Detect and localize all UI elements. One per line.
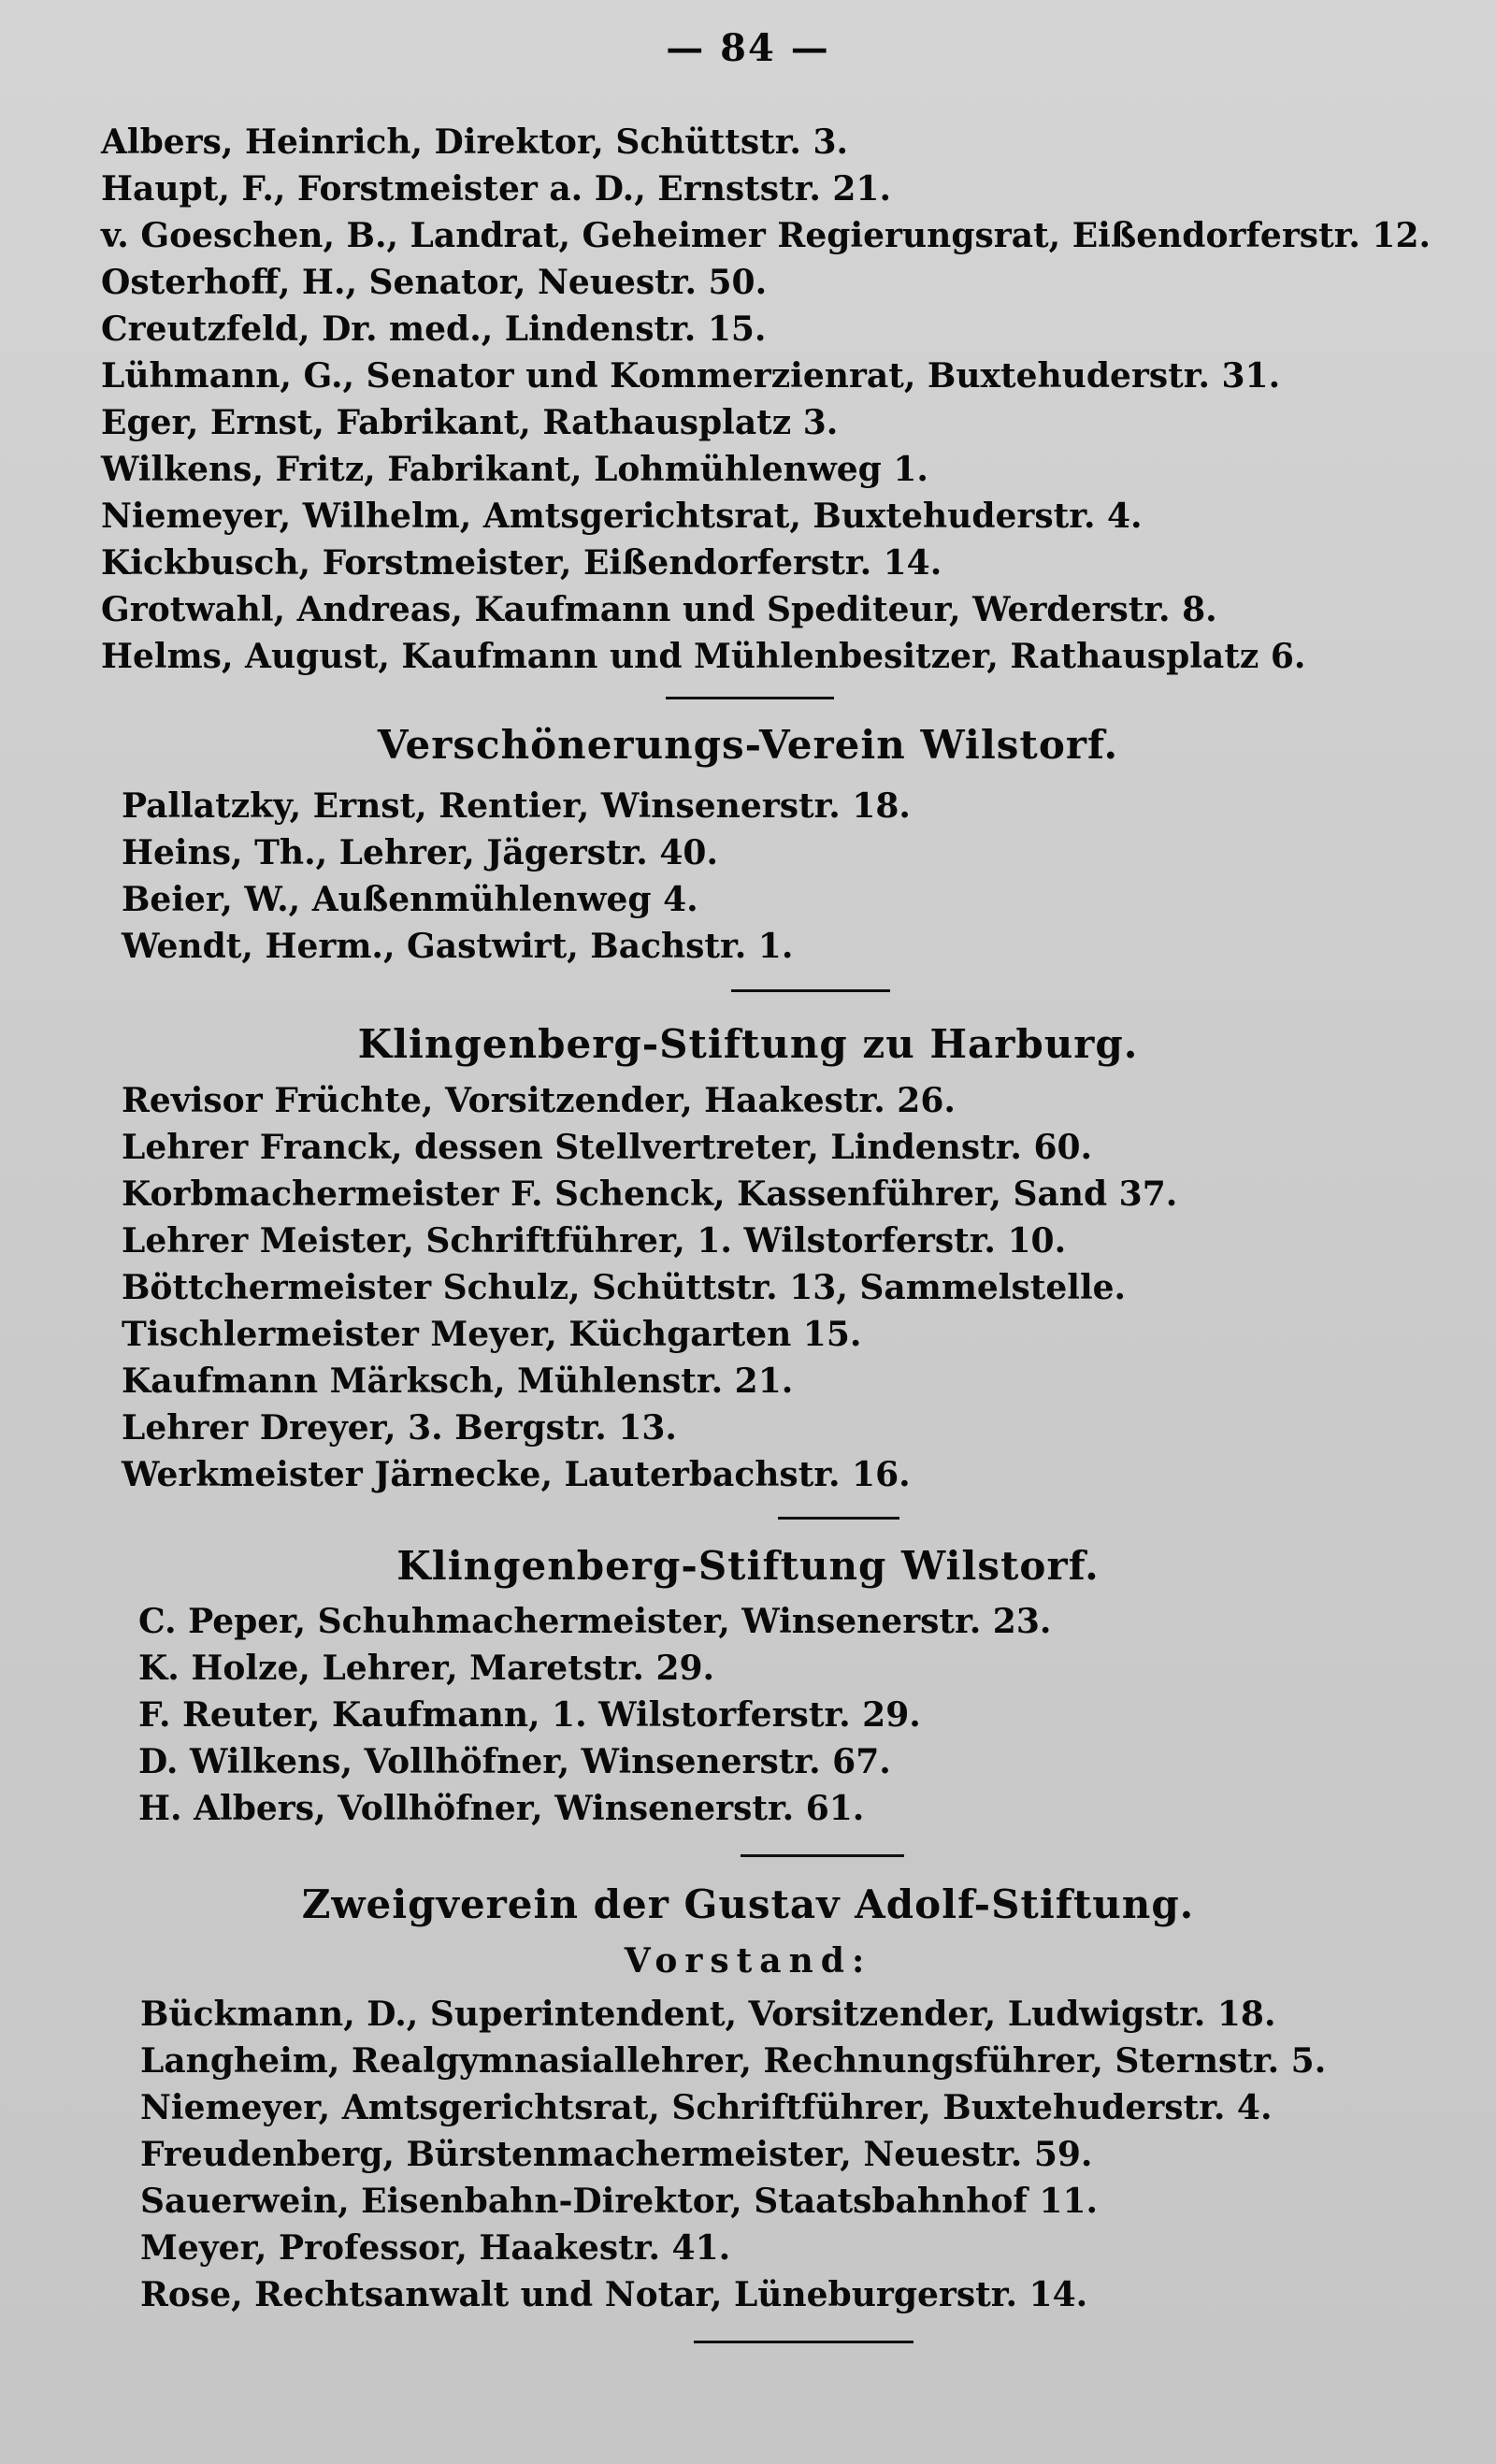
list-item: v. Goeschen, B., Landrat, Geheimer Regierungsrat, Eißendorferstr. 12. [101,216,1431,255]
list-item: D. Wilkens, Vollhöfner, Winsenerstr. 67. [138,1742,891,1781]
list-item: Creutzfeld, Dr. med., Lindenstr. 15. [101,310,767,349]
list-item: Meyer, Professor, Haakestr. 41. [140,2228,731,2268]
section-title: Verschönerungs-Verein Wilstorf. [377,722,1119,768]
list-item: Grotwahl, Andreas, Kaufmann und Spediteur, Werderstr. 8. [101,590,1217,629]
section-subtitle: Vorstand: [624,1941,872,1981]
list-item: Freudenberg, Bürstenmachermeister, Neuestr. 59. [140,2135,1093,2174]
list-item: Tischlermeister Meyer, Küchgarten 15. [122,1315,862,1354]
list-item: Kickbusch, Forstmeister, Eißendorferstr. 14. [101,543,942,583]
list-item: Rose, Rechtsanwalt und Notar, Lüneburgerstr. 14. [140,2275,1088,2314]
section-divider [778,1517,899,1520]
list-item: Niemeyer, Amtsgerichtsrat, Schriftführer, Buxtehuderstr. 4. [140,2088,1273,2127]
list-item: Lühmann, G., Senator und Kommerzienrat, Buxtehuderstr. 31. [101,356,1281,396]
list-item: Bückmann, D., Superintendent, Vorsitzender, Ludwigstr. 18. [140,1995,1276,2034]
list-item: Helms, August, Kaufmann und Mühlenbesitzer, Rathausplatz 6. [101,637,1306,676]
page-number: — 84 — [666,26,830,70]
section-divider [666,697,834,699]
section-title: Zweigverein der Gustav Adolf-Stiftung. [301,1881,1195,1927]
list-item: Wilkens, Fritz, Fabrikant, Lohmühlenweg 1. [101,450,928,489]
section-divider [731,989,890,992]
list-item: Korbmachermeister F. Schenck, Kassenführer, Sand 37. [122,1174,1178,1214]
list-item: Lehrer Franck, dessen Stellvertreter, Lindenstr. 60. [122,1128,1093,1167]
list-item: Heins, Th., Lehrer, Jägerstr. 40. [122,833,718,872]
list-item: Eger, Ernst, Fabrikant, Rathausplatz 3. [101,403,839,442]
list-item: Lehrer Meister, Schriftführer, 1. Wilstorferstr. 10. [122,1221,1067,1261]
list-item: H. Albers, Vollhöfner, Winsenerstr. 61. [138,1789,865,1828]
list-item: Lehrer Dreyer, 3. Bergstr. 13. [122,1408,677,1448]
list-item: Kaufmann Märksch, Mühlenstr. 21. [122,1362,794,1401]
list-item: C. Peper, Schuhmachermeister, Winsenerstr. 23. [138,1602,1052,1641]
list-item: Niemeyer, Wilhelm, Amtsgerichtsrat, Buxtehuderstr. 4. [101,497,1143,536]
list-item: Böttchermeister Schulz, Schüttstr. 13, Sammelstelle. [122,1268,1127,1307]
list-item: Revisor Früchte, Vorsitzender, Haakestr. 26. [122,1081,956,1120]
list-item: Beier, W., Außenmühlenweg 4. [122,880,698,919]
list-item: K. Holze, Lehrer, Maretstr. 29. [138,1649,715,1688]
list-item: Sauerwein, Eisenbahn-Direktor, Staatsbahnhof 11. [140,2182,1099,2221]
section-title: Klingenberg-Stiftung zu Harburg. [357,1021,1139,1067]
list-item: Haupt, F., Forstmeister a. D., Ernststr. 21. [101,169,892,209]
section-divider [741,1854,904,1857]
list-item: Werkmeister Järnecke, Lauterbachstr. 16. [122,1455,911,1494]
list-item: Osterhoff, H., Senator, Neuestr. 50. [101,263,768,302]
section-title: Klingenberg-Stiftung Wilstorf. [396,1543,1100,1589]
list-item: Langheim, Realgymnasiallehrer, Rechnungsführer, Sternstr. 5. [140,2041,1327,2081]
list-item: F. Reuter, Kaufmann, 1. Wilstorferstr. 29. [138,1695,921,1735]
list-item: Wendt, Herm., Gastwirt, Bachstr. 1. [122,927,794,966]
list-item: Albers, Heinrich, Direktor, Schüttstr. 3. [101,122,849,162]
list-item: Pallatzky, Ernst, Rentier, Winsenerstr. 18. [122,786,911,826]
section-divider [694,2341,913,2343]
